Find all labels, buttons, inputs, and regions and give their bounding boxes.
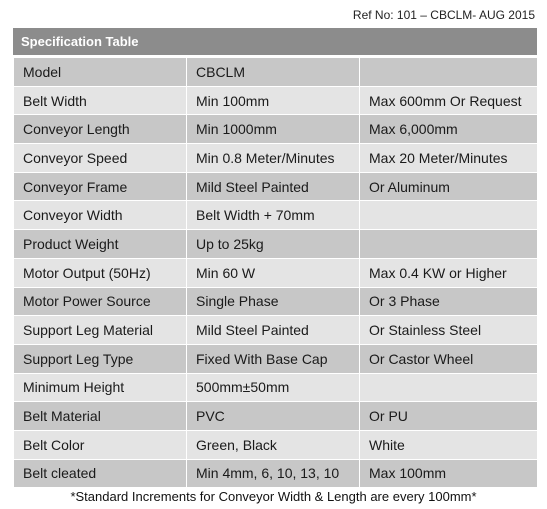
footnote: *Standard Increments for Conveyor Width & Length are every 100mm* xyxy=(70,489,477,504)
option-cell: Or Castor Wheel xyxy=(360,344,538,373)
table-row xyxy=(14,144,538,173)
option-cell: White xyxy=(360,430,538,459)
value-cell: Min 60 W xyxy=(187,258,360,287)
table-body xyxy=(14,58,538,488)
parameter-cell: Model xyxy=(14,58,187,87)
option-cell xyxy=(360,201,538,230)
reference-number: Ref No: 101 – CBCLM- AUG 2015 xyxy=(352,8,535,22)
value-cell: CBCLM xyxy=(187,58,360,87)
value-cell: PVC xyxy=(187,402,360,431)
parameter-cell: Support Leg Type xyxy=(14,344,187,373)
parameter-cell: Belt cleated xyxy=(14,459,187,488)
parameter-cell: Conveyor Width xyxy=(14,201,187,230)
table-row xyxy=(14,287,538,316)
option-cell: Max 6,000mm xyxy=(360,115,538,144)
value-cell: Mild Steel Painted xyxy=(187,172,360,201)
table-row xyxy=(14,344,538,373)
parameter-cell: Motor Output (50Hz) xyxy=(14,258,187,287)
option-cell: Max 100mm xyxy=(360,459,538,488)
table-row xyxy=(14,459,538,488)
option-cell: Or Aluminum xyxy=(360,172,538,201)
option-cell xyxy=(360,58,538,87)
table-row xyxy=(14,373,538,402)
parameter-cell: Conveyor Frame xyxy=(14,172,187,201)
value-cell: Mild Steel Painted xyxy=(187,316,360,345)
option-cell xyxy=(360,373,538,402)
value-cell: 500mm±50mm xyxy=(187,373,360,402)
specification-table-container xyxy=(12,27,538,489)
table-row xyxy=(14,316,538,345)
parameter-cell: Belt Color xyxy=(14,430,187,459)
value-cell: Belt Width + 70mm xyxy=(187,201,360,230)
option-cell: Max 20 Meter/Minutes xyxy=(360,144,538,173)
value-cell: Fixed With Base Cap xyxy=(187,344,360,373)
parameter-cell: Product Weight xyxy=(14,230,187,259)
option-cell: Max 0.4 KW or Higher xyxy=(360,258,538,287)
value-cell: Up to 25kg xyxy=(187,230,360,259)
table-row xyxy=(14,172,538,201)
value-cell: Min 4mm, 6, 10, 13, 10 xyxy=(187,459,360,488)
option-cell xyxy=(360,230,538,259)
table-row xyxy=(14,86,538,115)
parameter-cell: Support Leg Material xyxy=(14,316,187,345)
table-title: Specification Table xyxy=(13,28,537,57)
table-row xyxy=(14,230,538,259)
value-cell: Min 100mm xyxy=(187,86,360,115)
value-cell: Single Phase xyxy=(187,287,360,316)
value-cell: Green, Black xyxy=(187,430,360,459)
table-row xyxy=(14,258,538,287)
value-cell: Min 1000mm xyxy=(187,115,360,144)
table-row xyxy=(14,58,538,87)
parameter-cell: Motor Power Source xyxy=(14,287,187,316)
table-row xyxy=(14,115,538,144)
table-row xyxy=(14,430,538,459)
table-row xyxy=(14,201,538,230)
specification-table xyxy=(13,57,538,488)
parameter-cell: Minimum Height xyxy=(14,373,187,402)
option-cell: Or PU xyxy=(360,402,538,431)
option-cell: Max 600mm Or Request xyxy=(360,86,538,115)
option-cell: Or 3 Phase xyxy=(360,287,538,316)
table-row xyxy=(14,402,538,431)
parameter-cell: Belt Width xyxy=(14,86,187,115)
value-cell: Min 0.8 Meter/Minutes xyxy=(187,144,360,173)
parameter-cell: Belt Material xyxy=(14,402,187,431)
option-cell: Or Stainless Steel xyxy=(360,316,538,345)
parameter-cell: Conveyor Speed xyxy=(14,144,187,173)
parameter-cell: Conveyor Length xyxy=(14,115,187,144)
